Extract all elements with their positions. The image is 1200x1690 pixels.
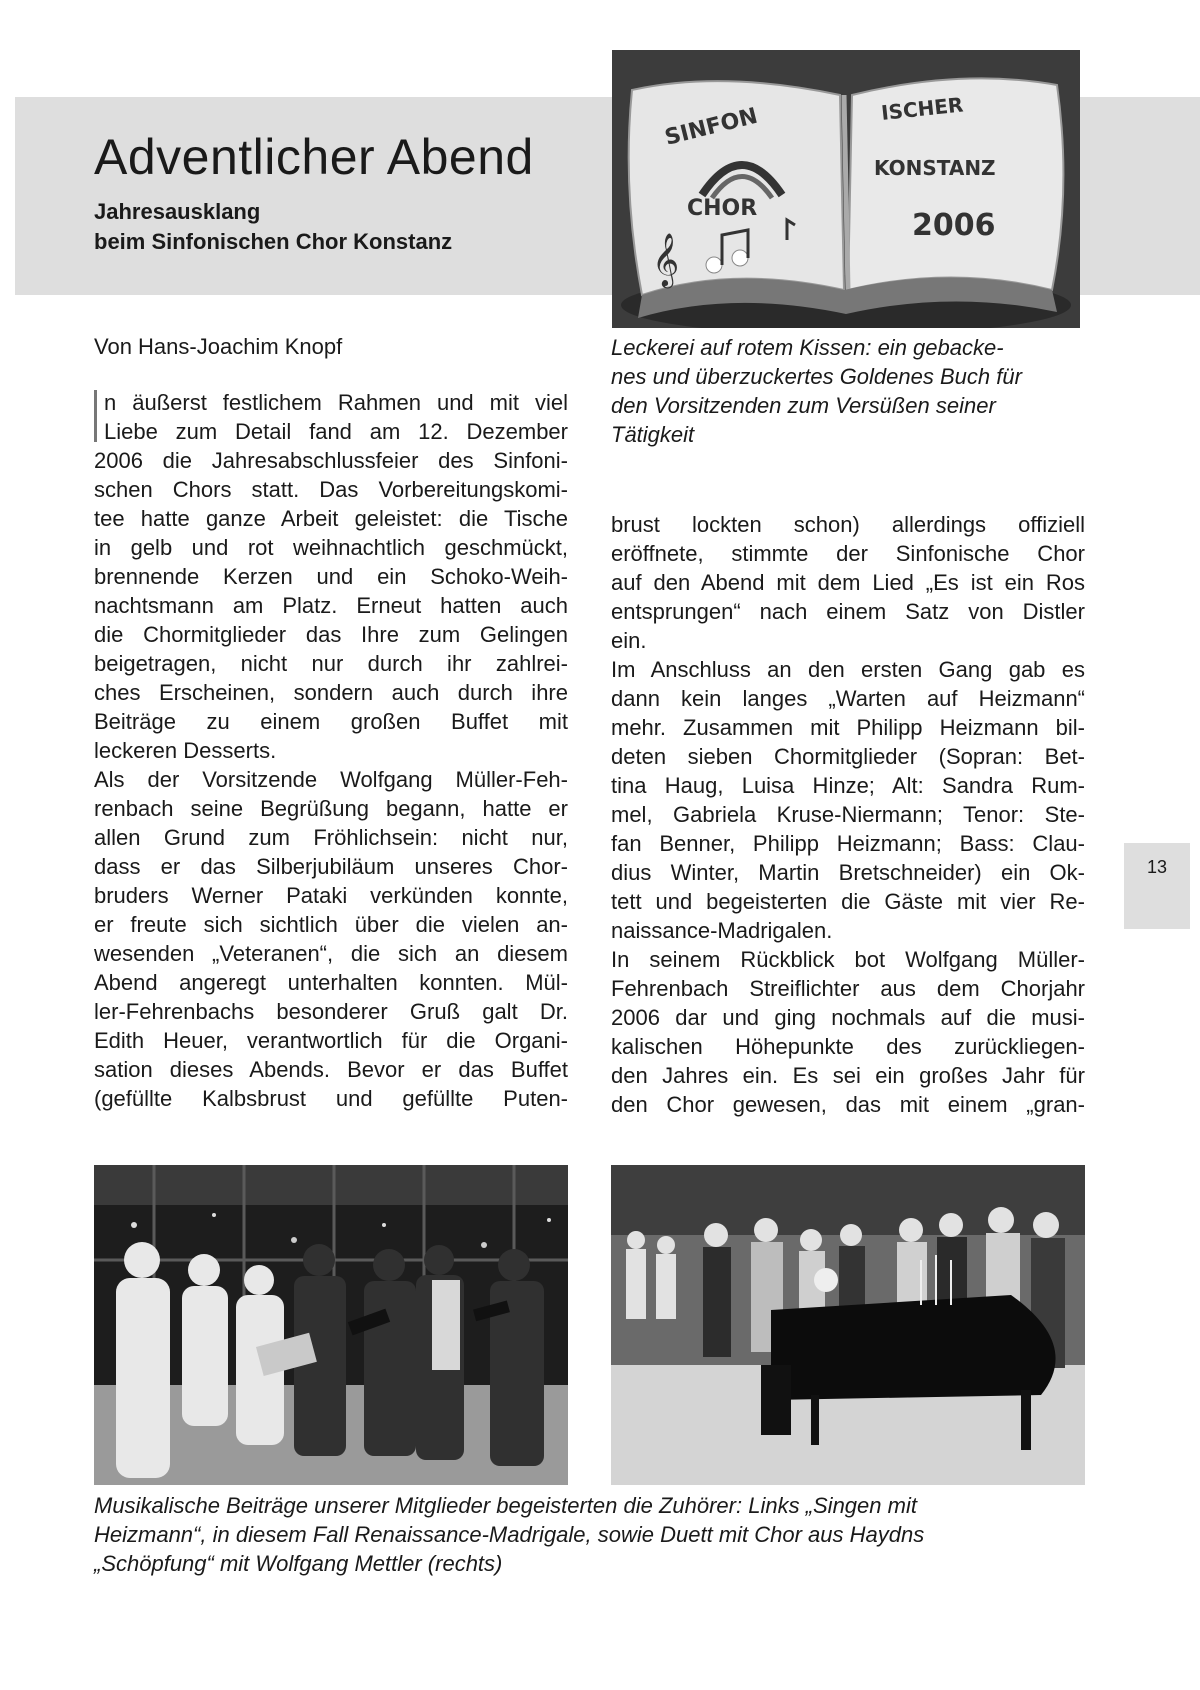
paragraph-line: Abend angeregt unterhalten konnten. Mül-: [94, 970, 568, 995]
page-number-tab: [1124, 843, 1190, 929]
paragraph-line: er freute sich sichtlich über die vielen an-: [94, 912, 568, 937]
paragraph-line: bruders Werner Pataki verkünden konnte,: [94, 883, 568, 908]
paragraph-line: dass er das Silberjubiläum unseres Chor-: [94, 854, 568, 879]
paragraph-line: 2006 dar und ging nochmals auf die musi-: [611, 1005, 1085, 1030]
cake-text-sinfon: SINFON: [662, 103, 761, 151]
paragraph-line: tina Haug, Luisa Hinze; Alt: Sandra Rum-: [611, 773, 1085, 798]
caption-line: nes und überzuckertes Goldenes Buch für: [611, 364, 1022, 389]
paragraph-line: naissance-Madrigalen.: [611, 918, 833, 943]
article-title: Adventlicher Abend: [94, 129, 534, 185]
paragraph-line: beigetragen, nicht nur durch ihr zahlrei-: [94, 651, 568, 676]
article-column-left: [94, 388, 568, 1113]
paragraph-line: eröffnete, stimmte der Sinfonische Chor: [611, 541, 1085, 566]
paragraph-line: die Chormitglieder das Ihre zum Gelingen: [94, 622, 568, 647]
caption-line: Leckerei auf rotem Kissen: ein gebacke-: [611, 335, 1004, 360]
paragraph-line: Im Anschluss an den ersten Gang gab es: [611, 657, 1085, 682]
subtitle-line: Jahresausklang: [94, 199, 261, 224]
paragraph-line: nachtsmann am Platz. Erneut hatten auch: [94, 593, 568, 618]
paragraph-line: n äußerst festlichem Rahmen und mit viel: [94, 388, 568, 417]
caption-line: Heizmann“, in diesem Fall Renaissance-Madrigale, sowie Duett mit Chor aus Haydns: [94, 1522, 925, 1547]
cake-text-year: 2006: [912, 208, 996, 243]
paragraph-line: leckeren Desserts.: [94, 738, 277, 763]
paragraph-line: tett und begeisterten die Gäste mit vier Re-: [611, 889, 1085, 914]
paragraph-line: Liebe zum Detail fand am 12. Dezember: [104, 419, 568, 444]
caption-line: Musikalische Beiträge unserer Mitglieder begeisterten die Zuhörer: Links „Singen mit: [94, 1493, 917, 1518]
caption-line: „Schöpfung“ mit Wolfgang Mettler (rechts): [94, 1551, 503, 1576]
bottom-photo-caption: [94, 1491, 1084, 1578]
caption-line: den Vorsitzenden zum Versüßen seiner: [611, 393, 996, 418]
paragraph-line: den Chor gewesen, das mit einem „gran-: [611, 1092, 1085, 1117]
paragraph-line: sation dieses Abends. Bevor er das Buffet: [94, 1057, 568, 1082]
paragraph-line: brennende Kerzen und ein Schoko-Weih-: [94, 564, 568, 589]
article-column-right: [611, 510, 1085, 1119]
paragraph-line: ein.: [611, 628, 647, 653]
paragraph-line: dann kein langes „Warten auf Heizmann“: [611, 686, 1085, 711]
paragraph-line: renbach seine Begrüßung begann, hatte er: [94, 796, 568, 821]
cake-photo-caption: [611, 333, 1085, 449]
paragraph-line: den Jahres ein. Es sei ein großes Jahr für: [611, 1063, 1085, 1088]
svg-text:𝄞: 𝄞: [652, 232, 680, 286]
paragraph-line: mel, Gabriela Kruse-Niermann; Tenor: Ste-: [611, 802, 1085, 827]
caption-line: Tätigkeit: [611, 422, 695, 447]
cake-text-chor: CHOR: [687, 196, 758, 221]
paragraph-line: mehr. Zusammen mit Philipp Heizmann bil-: [611, 715, 1085, 740]
paragraph-line: dius Winter, Martin Bretschneider) ein Ok-: [611, 860, 1085, 885]
paragraph-line: wesenden „Veteranen“, die sich an diesem: [94, 941, 568, 966]
paragraph-line: fan Benner, Philipp Heizmann; Bass: Clau-: [611, 831, 1085, 856]
paragraph-line: brust lockten schon) allerdings offiziell: [611, 512, 1085, 537]
paragraph-line: Edith Heuer, verantwortlich für die Organi-: [94, 1028, 568, 1053]
paragraph-line: (gefüllte Kalbsbrust und gefüllte Puten-: [94, 1086, 568, 1111]
choir-piano-photo: [611, 1165, 1085, 1485]
paragraph-line: Fehrenbach Streiflichter aus dem Chorjahr: [611, 976, 1085, 1001]
byline: Von Hans-Joachim Knopf: [94, 334, 343, 359]
paragraph-line: 2006 die Jahresabschlussfeier des Sinfoni-: [94, 448, 568, 473]
subtitle-line: beim Sinfonischen Chor Konstanz: [94, 229, 453, 254]
paragraph-line: Als der Vorsitzende Wolfgang Müller-Feh-: [94, 767, 568, 792]
paragraph-line: In seinem Rückblick bot Wolfgang Müller-: [611, 947, 1085, 972]
paragraph-line: ches Erscheinen, sondern auch durch ihre: [94, 680, 568, 705]
paragraph-line: auf den Abend mit dem Lied „Es ist ein Ros: [611, 570, 1085, 595]
paragraph-line: in gelb und rot weihnachtlich geschmückt,: [94, 535, 568, 560]
paragraph-line: allen Grund zum Fröhlichsein: nicht nur,: [94, 825, 568, 850]
cake-book-photo: [612, 50, 1080, 328]
cake-text-konstanz: KONSTANZ: [874, 156, 996, 180]
choir-octet-photo: [94, 1165, 568, 1485]
paragraph-line: schen Chors statt. Das Vorbereitungskomi-: [94, 477, 568, 502]
cake-text-ischer: ISCHER: [880, 92, 965, 125]
drop-initial-bar: [94, 390, 97, 442]
article-subtitle: [94, 197, 452, 257]
paragraph-line: entsprungen“ nach einem Satz von Distler: [611, 599, 1085, 624]
paragraph-line: deten sieben Chormitglieder (Sopran: Bet-: [611, 744, 1085, 769]
paragraph-line: ler-Fehrenbachs besonderer Gruß galt Dr.: [94, 999, 568, 1024]
paragraph-line: tee hatte ganze Arbeit geleistet: die Tische: [94, 506, 568, 531]
paragraph-line: Beiträge zu einem großen Buffet mit: [94, 709, 568, 734]
page-number: 13: [1146, 857, 1168, 877]
paragraph-line: kalischen Höhepunkte des zurückliegen-: [611, 1034, 1085, 1059]
